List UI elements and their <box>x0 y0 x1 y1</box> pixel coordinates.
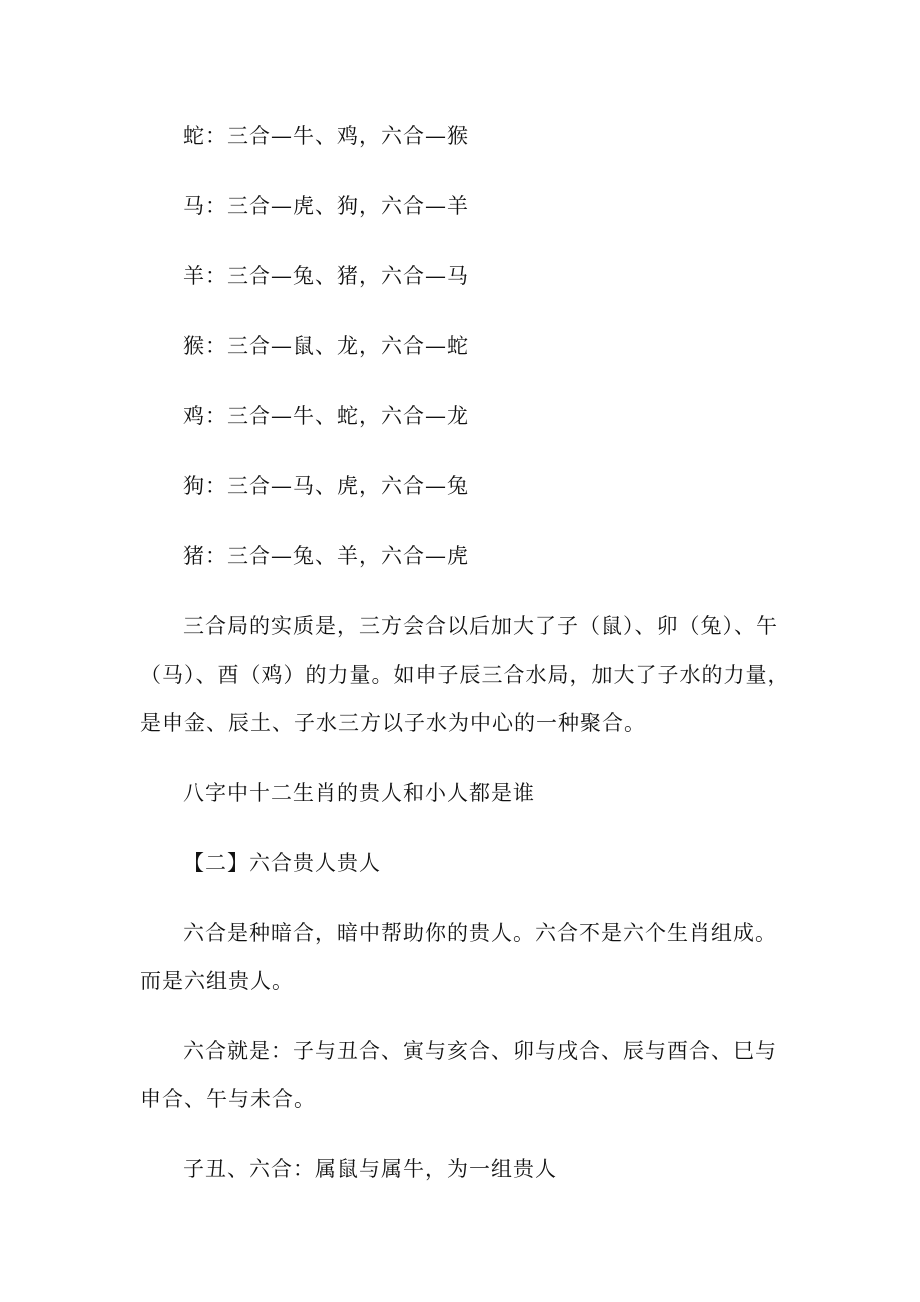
zodiac-line-snake: 蛇：三合—牛、鸡，六合—猴 <box>183 124 469 148</box>
zodiac-line-goat: 羊：三合—兔、猪，六合—马 <box>183 264 469 288</box>
zodiac-line-dog: 狗：三合—马、虎，六合—兔 <box>183 474 469 498</box>
liuhe-intro-line2: 而是六组贵人。 <box>140 969 294 993</box>
essence-paragraph-line3: 是申金、辰土、子水三方以子水为中心的一种聚合。 <box>140 711 646 735</box>
essence-paragraph-line1: 三合局的实质是，三方会合以后加大了子（鼠）、卯（兔）、午 <box>183 614 778 638</box>
liuhe-intro-line1: 六合是种暗合，暗中帮助你的贵人。六合不是六个生肖组成。 <box>183 921 777 945</box>
zodiac-line-horse: 马：三合—虎、狗，六合—羊 <box>183 194 469 218</box>
zodiac-line-rooster: 鸡：三合—牛、蛇，六合—龙 <box>183 404 469 428</box>
liuhe-list-line1: 六合就是：子与丑合、寅与亥合、卯与戌合、辰与酉合、巳与 <box>183 1039 777 1063</box>
section-heading: 八字中十二生肖的贵人和小人都是谁 <box>183 781 535 805</box>
essence-paragraph-line2: （马）、酉（鸡）的力量。如申子辰三合水局，加大了子水的力量， <box>140 663 790 687</box>
zodiac-line-monkey: 猴：三合—鼠、龙，六合—蛇 <box>183 334 469 358</box>
liuhe-list-line2: 申合、午与未合。 <box>140 1087 316 1111</box>
zodiac-line-pig: 猪：三合—兔、羊，六合—虎 <box>183 544 469 568</box>
section-title: 【二】六合贵人贵人 <box>183 851 381 875</box>
zichou-line: 子丑、六合：属鼠与属牛，为一组贵人 <box>183 1157 557 1181</box>
